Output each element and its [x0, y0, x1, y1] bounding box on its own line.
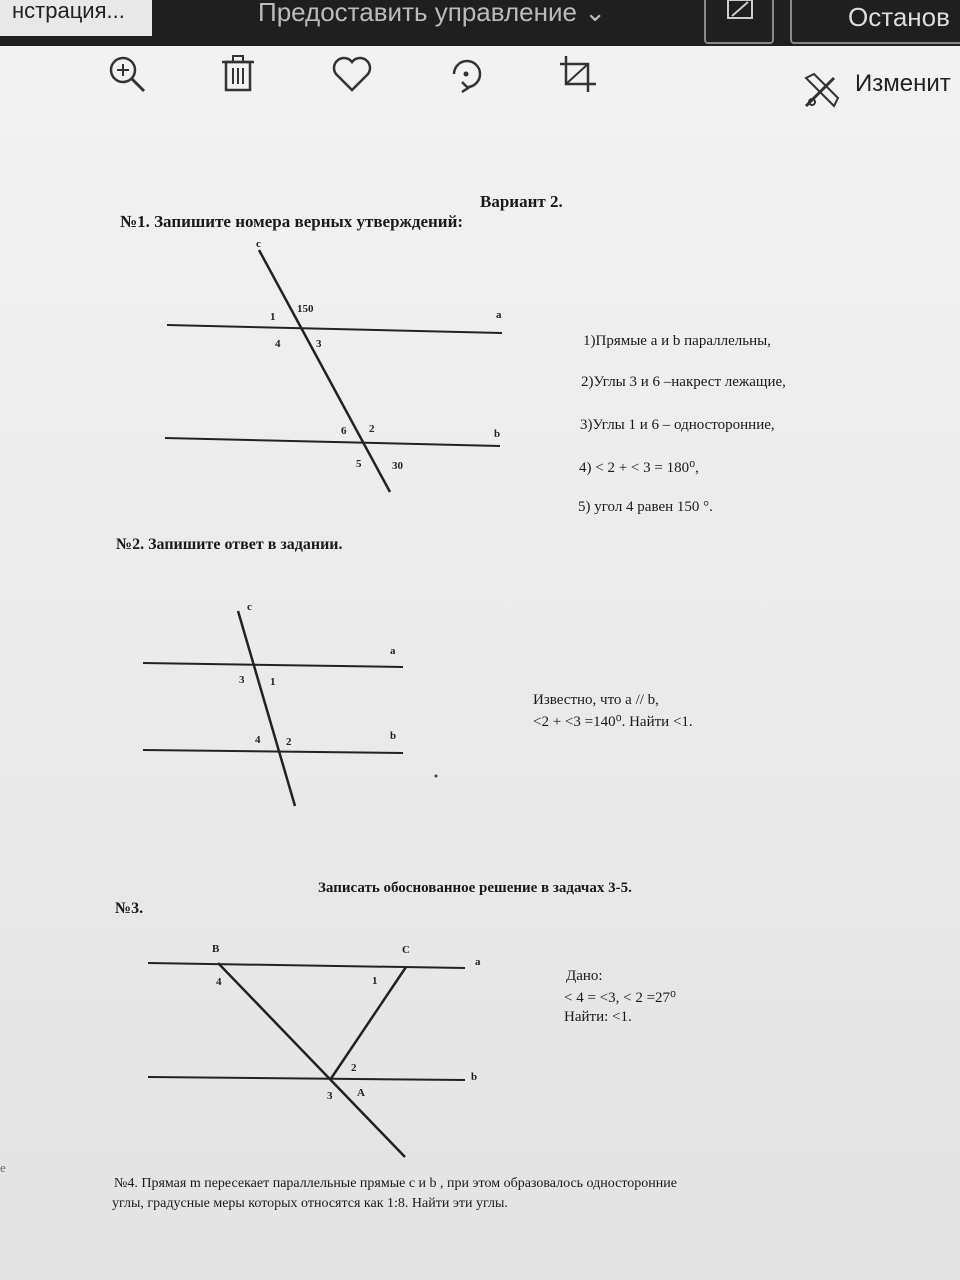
task4-line-2: углы, градусные меры которых относятся как 1:8. Найти эти углы.	[112, 1196, 508, 1211]
fig1-label-2: 2	[369, 423, 375, 435]
task3-find: Найти: <1.	[564, 1009, 632, 1025]
fig1-line-c	[259, 250, 390, 492]
fig3-label-a: a	[475, 956, 481, 968]
fig1-line-b	[165, 438, 500, 446]
fig2-label-c: c	[247, 601, 252, 613]
statement-2: 2)Углы 3 и 6 –накрест лежащие,	[581, 374, 786, 390]
variant-title: Вариант 2.	[480, 192, 563, 211]
fig1-label-4: 4	[275, 338, 281, 350]
fig2-line-b	[143, 750, 403, 753]
task4-line-1: №4. Прямая m пересекает параллельные прямые с и b , при этом образовалось односторонние	[114, 1176, 677, 1191]
fig1-label-150: 150	[297, 303, 314, 315]
fig3-line-a	[148, 963, 465, 968]
fig2-label-1: 1	[270, 676, 276, 688]
fig3-line-b	[148, 1077, 465, 1080]
task3-given-title: Дано:	[566, 968, 603, 984]
speck	[435, 775, 438, 778]
fig1-line-a	[167, 325, 502, 333]
fig2-line-c	[238, 611, 295, 806]
fig3-label-1: 1	[372, 975, 378, 987]
statement-3: 3)Углы 1 и 6 – односторонние,	[580, 417, 775, 433]
session-tab-title: нстрация...	[12, 0, 125, 23]
fig1-label-a: a	[496, 309, 502, 321]
task1-title: №1. Запишите номера верных утверждений:	[120, 212, 464, 231]
fig1-label-30: 30	[392, 460, 403, 472]
fig2-label-b: b	[390, 730, 397, 742]
fig1-label-1: 1	[270, 311, 276, 323]
fig1-label-b: b	[494, 428, 501, 440]
task2-title: №2. Запишите ответ в задании.	[116, 536, 343, 553]
fig3-label-b: b	[471, 1071, 478, 1083]
fig1-label-c: c	[256, 238, 261, 250]
stop-sharing-label: Останов	[848, 2, 950, 32]
fig3-label-C: C	[402, 944, 410, 956]
fig3-label-B: B	[212, 943, 220, 955]
fig3-label-4: 4	[216, 976, 222, 988]
fig2-label-3: 3	[239, 674, 245, 686]
fig1-label-6: 6	[341, 425, 347, 437]
margin-fragment: е	[0, 1160, 6, 1175]
fig3-line-ba	[218, 963, 405, 1157]
share-control-label: Предоставить управление	[258, 0, 577, 27]
fig2-label-4: 4	[255, 734, 261, 746]
fig2-line-a	[143, 663, 403, 667]
fig1-label-3: 3	[316, 338, 322, 350]
fig2-label-2: 2	[286, 736, 292, 748]
fig3-label-A: A	[357, 1087, 365, 1099]
fig1-label-5: 5	[356, 458, 362, 470]
fig2-label-a: a	[390, 645, 396, 657]
chevron-down-icon: ⌄	[584, 0, 606, 27]
task3-title: №3.	[115, 900, 144, 917]
task2-given-2: <2 + <3 =140⁰. Найти <1.	[533, 714, 693, 730]
statement-4: 4) < 2 + < 3 = 180⁰,	[579, 460, 699, 476]
fig3-line-ca	[330, 967, 406, 1080]
fig3-label-3: 3	[327, 1090, 333, 1102]
section-heading: Записать обоснованное решение в задачах 3-5.	[318, 880, 632, 896]
edit-label[interactable]: Изменит	[855, 70, 951, 97]
fig3-label-2: 2	[351, 1062, 357, 1074]
statement-5: 5) угол 4 равен 150 °.	[578, 499, 713, 515]
task3-given-1: < 4 = <3, < 2 =27⁰	[564, 990, 677, 1006]
statement-1: 1)Прямые а и b параллельны,	[583, 333, 771, 349]
task2-given-1: Известно, что а // b,	[533, 692, 659, 708]
